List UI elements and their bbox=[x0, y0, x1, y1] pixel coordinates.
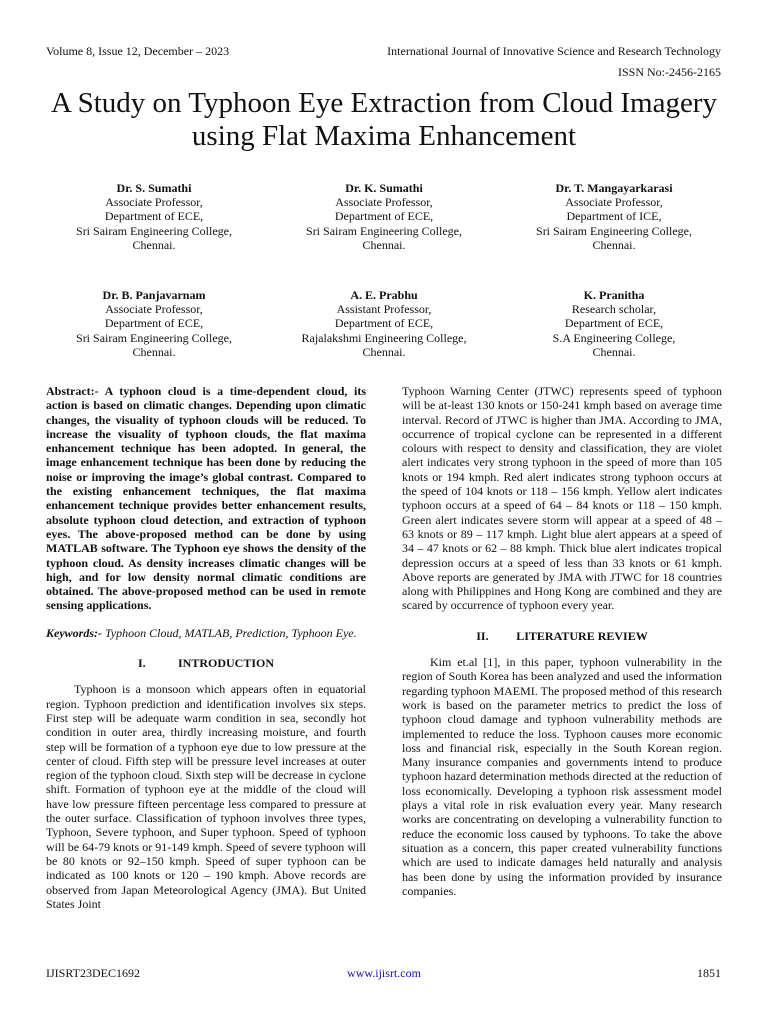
right-column bbox=[402, 384, 722, 898]
author-city: Chennai. bbox=[592, 344, 636, 359]
author-institution: Sri Sairam Engineering College, bbox=[306, 223, 462, 238]
author-name: Dr. B. Panjavarnam bbox=[102, 288, 206, 302]
author-institution: Sri Sairam Engineering College, bbox=[76, 223, 232, 238]
page-number: 1851 bbox=[697, 966, 721, 980]
author-dept: Department of ICE, bbox=[566, 209, 662, 224]
section-title: INTRODUCTION bbox=[177, 656, 274, 671]
journal-website-link[interactable]: www.ijisrt.com bbox=[347, 966, 421, 980]
jtwc-paragraph: Typhoon Warning Center (JTWC) represents speed of typhoon will be at-least 130 knots or 150-241 kmph based on average time interval. Record of JTWC is higher than JMA. According to JMA, occurrence of tropical cyclone can be represented in a different colours with respect to density and classification, they are violet alert indicates very strong typhoon in the speed of more than 105 knots or 194 kmph. Red alert indicates strong typhoon occurs at the speed of 104 knots or 118 – 156 kmph. Yellow alert indicates typhoon occurs at a speed of 64 – 84 knots or 118 – 150 kmph. Green alert indicates severe storm will appear at a speed of 48 – 63 knots or 89 – 117 kmph. Light blue alert appears at a speed of 34 – 47 knots or 62 – 88 kmph. Thick blue alert indicates tropical depression occurs at a speed of less than 33 knots or 61 kmph. Above reports are generated by JMA with JTWC for 18 countries along with Philippines and Hong Kong are combined and they are scared by occurrence of typhoon every year. bbox=[402, 384, 722, 613]
journal-volume: Volume 8, Issue 12, December – 2023 bbox=[46, 44, 230, 58]
author-dept: Department of ECE, bbox=[104, 316, 204, 331]
keywords-text: Typhoon Cloud, MATLAB, Prediction, Typhoon Eye. bbox=[105, 625, 357, 640]
author-city: Chennai. bbox=[132, 237, 176, 252]
author-name: K. Pranitha bbox=[583, 288, 645, 302]
keywords bbox=[46, 626, 366, 640]
author-name: Dr. T. Mangayarkarasi bbox=[555, 181, 673, 195]
paper-title: A Study on Typhoon Eye Extraction from Cloud Imagery using Flat Maxima Enhancement bbox=[51, 87, 717, 152]
author-dept: Department of ECE, bbox=[334, 316, 434, 331]
author-role: Research scholar, bbox=[571, 302, 657, 317]
section-title: LITERATURE REVIEW bbox=[516, 628, 648, 643]
section-heading-literature-review bbox=[402, 629, 722, 643]
author-role: Associate Professor, bbox=[565, 195, 663, 210]
left-column bbox=[46, 384, 366, 911]
author-name: Dr. S. Sumathi bbox=[116, 181, 192, 195]
section-number: II. bbox=[476, 628, 489, 643]
author-institution: S.A Engineering College, bbox=[552, 330, 676, 345]
author-institution: Rajalakshmi Engineering College, bbox=[301, 330, 467, 345]
author-city: Chennai. bbox=[592, 237, 636, 252]
abstract: Abstract:- A typhoon cloud is a time-dependent cloud, its action is based on climatic changes. Depending upon climatic changes, the visuality of typhoon clouds will be reduced. To increase the visuality of typhoon clouds, the flat maxima enhancement technique has been adopted. In general, the image enhancement technique has been done by reducing the noise or improving the image’s global contrast. Compared to the existing enhancement techniques, the flat maxima enhancement technique provides better enhancement results, absolute typhoon cloud detection, and extraction of typhoon eyes. The above-proposed method can be done by using MATLAB software. The Typhoon eye shows the density of the typhoon cloud. As density increases climatic changes will be high, and for low density normal climatic conditions are obtained. The above-proposed method can be used in remote sensing applications. bbox=[46, 384, 366, 613]
section-number: I. bbox=[137, 656, 146, 671]
literature-paragraph: Kim et.al [1], in this paper, typhoon vulnerability in the region of South Korea has been analyzed and used the information regarding typhoon MAEMI. The proposed method of this research work is based on the parameter metrics to predict the loss of typhoon cloud damage and typhoon vulnerability methods are implemented to reduce the loss. Typhoon causes more economic loss and financial risk, especially in the South Korean region. Many insurance companies and governments intend to produce typhoon hazard determination methods directed at the reduction of loss economically. Developing a typhoon risk assessment model plays a vital role in risk evaluation every year. Many research works are concentrating on developing a vulnerability function to reduce the economic loss caused by typhoons. To take the above situation as a concern, this paper created vulnerability functions which are used to indicate damages held naturally and analysis has been done by using the information provided by insurance companies. bbox=[402, 655, 722, 898]
author-block bbox=[271, 288, 497, 359]
author-dept: Department of ECE, bbox=[334, 209, 434, 224]
author-name: A. E. Prabhu bbox=[350, 288, 418, 302]
author-role: Associate Professor, bbox=[105, 195, 203, 210]
author-city: Chennai. bbox=[362, 237, 406, 252]
author-institution: Sri Sairam Engineering College, bbox=[536, 223, 692, 238]
author-institution: Sri Sairam Engineering College, bbox=[76, 330, 232, 345]
author-city: Chennai. bbox=[132, 344, 176, 359]
paper-id: IJISRT23DEC1692 bbox=[46, 966, 140, 980]
issn: ISSN No:-2456-2165 bbox=[617, 65, 721, 79]
introduction-paragraph: Typhoon is a monsoon which appears often in equatorial region. Typhoon prediction and identification involves six steps. First step will be adequate warm condition in sea, secondly hot condition in outer area, thirdly increasing moisture, and fourth step will be formation of a typhoon eye due to low pressure at the center of cloud. Fifth step will be pressure level increases at outer region of the typhoon cloud. Sixth step will be decrease in cyclone shift. Formation of typhoon eye at the middle of the cloud will have low pressure fifteen percentage less compared to pressure at the outer surface. Classification of typhoon involves three types, Typhoon, Severe typhoon, and Super typhoon. Speed of typhoon will be 64-79 knots or 91-149 kmph. Speed of severe typhoon will be 80 knots or 92–150 kmph. Speed of super typhoon can be indicated as 100 knots or 120 – 190 kmph. Above records are observed from Japan Meteorological Agency (JMA). But United States Joint bbox=[46, 682, 366, 911]
author-block bbox=[271, 181, 497, 252]
author-city: Chennai. bbox=[362, 344, 406, 359]
author-block bbox=[501, 288, 727, 359]
journal-name: International Journal of Innovative Science and Research Technology bbox=[387, 44, 721, 58]
keywords-label: Keywords:- bbox=[46, 625, 102, 640]
author-name: Dr. K. Sumathi bbox=[345, 181, 423, 195]
author-dept: Department of ECE, bbox=[104, 209, 204, 224]
section-heading-introduction bbox=[46, 656, 366, 670]
author-block bbox=[41, 288, 267, 359]
author-block bbox=[41, 181, 267, 252]
author-block bbox=[501, 181, 727, 252]
author-role: Assistant Professor, bbox=[336, 302, 432, 317]
author-role: Associate Professor, bbox=[105, 302, 203, 317]
author-dept: Department of ECE, bbox=[564, 316, 664, 331]
author-role: Associate Professor, bbox=[335, 195, 433, 210]
